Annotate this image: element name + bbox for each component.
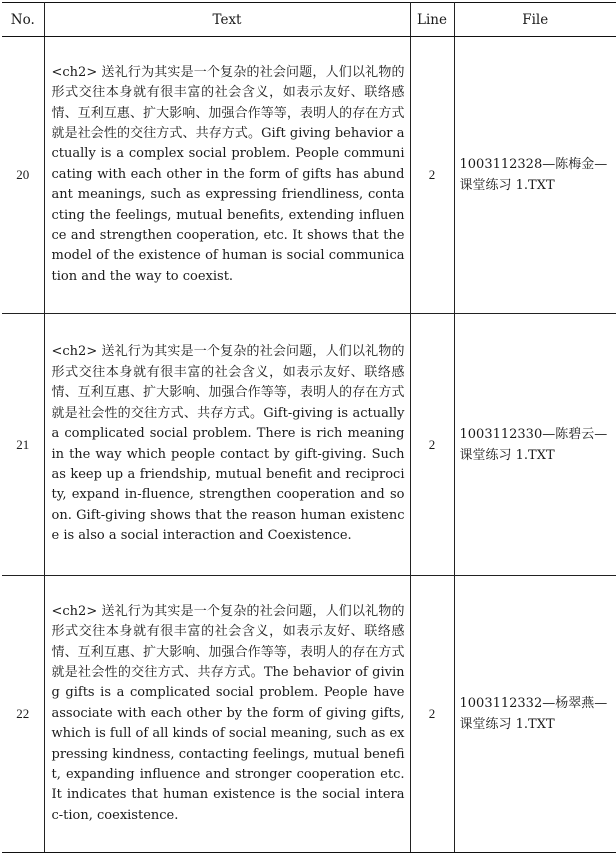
header-text: Text (44, 3, 410, 37)
row-line: 2 (410, 576, 454, 853)
row-file: 1003112332—杨翠燕—课堂练习 1.TXT (454, 576, 616, 853)
row-line: 2 (410, 37, 454, 314)
row-line: 2 (410, 314, 454, 576)
row-number: 20 (2, 37, 44, 314)
table-row (2, 314, 616, 576)
row-text: <ch2> 送礼行为其实是一个复杂的社会问题，人们以礼物的形式交往本身就有很丰富的社会含义，如表示友好、联络感情、互利互惠、扩大影响、加强合作等等，表明人的存在方式就是社会性的交往方式、共存方式。The behavior of giving gifts is a complicated social problem. People have associate with each other by the form of giving gifts, which is full of all kinds of social meaning, such as expressing kindness, contacting feelings, mutual benefit, expanding influence and stronger cooperation etc. It indicates that human existence is the social interac-tion, coexistence. (44, 576, 410, 853)
header-no: No. (2, 3, 44, 37)
header-row (2, 3, 616, 37)
row-file: 1003112328—陈梅金—课堂练习 1.TXT (454, 37, 616, 314)
row-file: 1003112330—陈碧云—课堂练习 1.TXT (454, 314, 616, 576)
table-row (2, 37, 616, 314)
header-file: File (454, 3, 616, 37)
row-number: 21 (2, 314, 44, 576)
corpus-table (2, 2, 616, 853)
table-row (2, 576, 616, 853)
row-text: <ch2> 送礼行为其实是一个复杂的社会问题，人们以礼物的形式交往本身就有很丰富的社会含义，如表示友好、联络感情、互利互惠、扩大影响、加强合作等等，表明人的存在方式就是社会性的交往方式、共存方式。Gift giving behavior actually is a complex social problem. People communicating with each other in the form of gifts has abundant meanings, such as expressing friendliness, contacting the feelings, mutual benefits, extending influence and strengthen cooperation, etc. It shows that the model of the existence of human is social communication and the way to coexist. (44, 37, 410, 314)
row-number: 22 (2, 576, 44, 853)
header-line: Line (410, 3, 454, 37)
row-text: <ch2> 送礼行为其实是一个复杂的社会问题，人们以礼物的形式交往本身就有很丰富的社会含义，如表示友好、联络感情、互利互惠、扩大影响、加强合作等等，表明人的存在方式就是社会性的交往方式、共存方式。Gift-giving is actually a complicated social problem. There is rich meaning in the way which people contact by gift-giving. Such as keep up a friendship, mutual benefit and reciprocity, expand in-fluence, strengthen cooperation and so on. Gift-giving shows that the reason human existence is also a social interaction and Coexistence. (44, 314, 410, 576)
